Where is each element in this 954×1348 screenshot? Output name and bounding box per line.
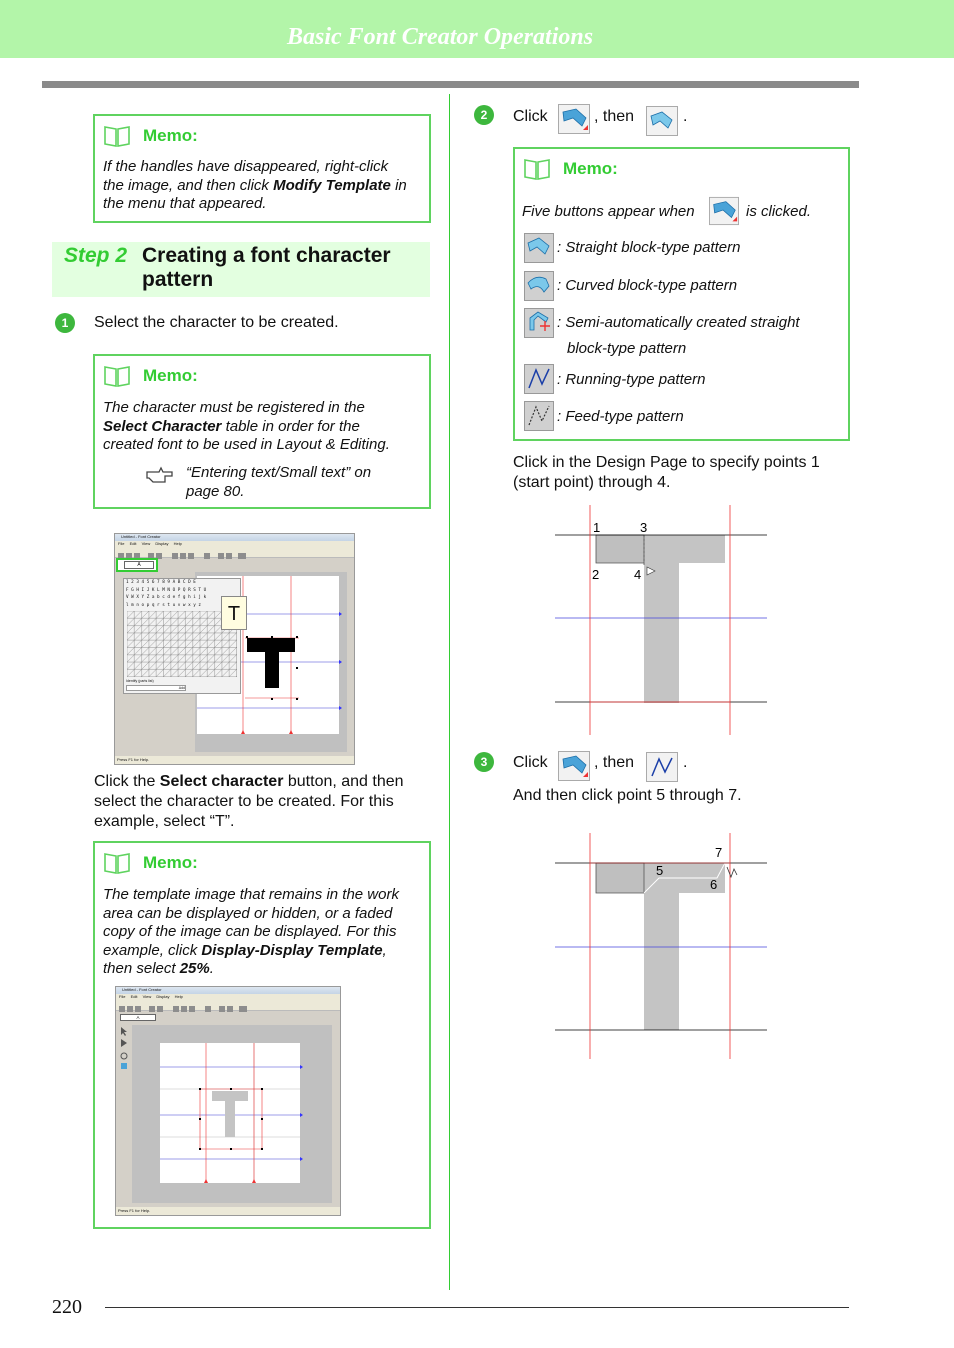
window-title-bar: Untitled - Font Creator [116,987,340,994]
memo-text: If the handles have disappeared, right-click the image, and then click Modify Template in the menu that appeared. [103,158,407,212]
memo-text: The template image that remains in the work area can be displayed or hidden, or a faded copy of the image can be displayed. For this example, click Display-Display Template, then select 25%. [103,886,399,977]
cross-reference[interactable]: “Entering text/Small text” on page 80. [186,464,372,500]
book-icon [103,364,131,388]
straight-block-button-icon[interactable] [646,106,678,136]
memo-label: Memo: [143,853,198,872]
step-heading [52,242,430,297]
pointing-hand-icon [145,464,175,486]
select-character-dialog[interactable]: 1 2 3 4 5 6 7 8 9 A B C D E F G H I J K L M N O P Q R S T U V W X Y Z a b c d e f g h i j k l m n o p q r s t u v w x y z Identify (parts list) Add [123,578,241,694]
select-character-highlight [116,558,158,572]
book-icon [103,851,131,875]
character-preview: T [221,596,247,630]
point-label: 3 [640,520,648,535]
page-header [0,0,954,58]
then-label: , then [594,108,635,125]
period: . [683,754,688,771]
footer-rule [105,1307,849,1308]
block-pattern-button-icon[interactable] [558,104,590,134]
block-pattern-button-icon[interactable] [558,751,590,781]
step-number-1: 1 [55,313,75,333]
page-number: 220 [52,1296,82,1318]
font-creator-screenshot-2 [115,986,341,1216]
memo-box-five-buttons: Memo: Five buttons appear when is clicked. : Straight block-type pattern : Curved block-type pattern : Semi-automatically created straight block-type pattern : Running-type pattern : Feed-type pattern [513,147,850,441]
memo-box-select-character [93,354,431,509]
running-stitch-icon [524,364,554,394]
semi-auto-block-icon [524,308,554,338]
points-diagram-2 [555,833,767,1059]
memo-label: Memo: [143,126,198,145]
points-diagram-1 [555,505,767,735]
step-title: Creating a font character pattern [142,244,391,291]
block-pattern-button-icon [709,196,739,226]
toolbar [115,548,354,558]
memo-label: Memo: [563,159,618,178]
column-divider [449,94,450,1290]
window-title-bar: Untitled - Font Creator [115,534,354,541]
period: . [683,108,688,125]
point-label: 2 [592,567,600,582]
memo-box-display-template [93,841,431,1229]
character-select[interactable]: A [124,561,154,569]
point-label: 1 [593,520,601,535]
step-number-2: 2 [474,105,494,125]
point-label: 7 [715,845,723,860]
step-number-3: 3 [474,752,494,772]
book-icon [103,124,131,148]
point-label: 5 [656,863,664,878]
book-icon [523,157,551,181]
step-label: Step 2 [64,244,128,267]
click-label: Click [513,108,548,125]
running-stitch-button-icon[interactable] [646,752,678,782]
memo-text: Five buttons appear when [522,203,695,220]
work-area[interactable] [132,1025,332,1203]
memo-box-modify-template [93,114,431,223]
instruction-text: Select the character to be created. [94,314,339,331]
feed-stitch-icon [524,401,554,431]
straight-block-icon [524,233,554,263]
point-label: 6 [710,877,718,892]
memo-label: Memo: [143,366,198,385]
status-bar: Press F1 for Help. [116,1207,340,1215]
chapter-title: Basic Font Creator Operations [287,24,594,50]
character-select[interactable]: A [120,1014,156,1021]
menu-bar: File Edit View Display Help [115,541,354,548]
click-label: Click [513,754,548,771]
menu-bar: File Edit View Display Help [116,994,340,1001]
instruction-text: And then click point 5 through 7. [513,787,742,804]
curved-block-icon [524,271,554,301]
tool-palette [118,1025,130,1075]
status-bar: Press F1 for Help. [115,756,354,764]
memo-text: The character must be registered in the Select Character table in order for the created font to be used in Layout & Editing. [103,399,390,453]
instruction-text: Click in the Design Page to specify points 1 (start point) through 4. [513,454,820,491]
font-creator-screenshot-1 [114,533,355,765]
memo-text: is clicked. [746,203,812,220]
toolbar [116,1001,340,1011]
point-label: 4 [634,567,642,582]
then-label: , then [594,754,635,771]
top-rule [42,81,859,88]
screenshot-caption: Click the Select character button, and then select the character to be created. For this example, select “T”. [94,773,404,830]
